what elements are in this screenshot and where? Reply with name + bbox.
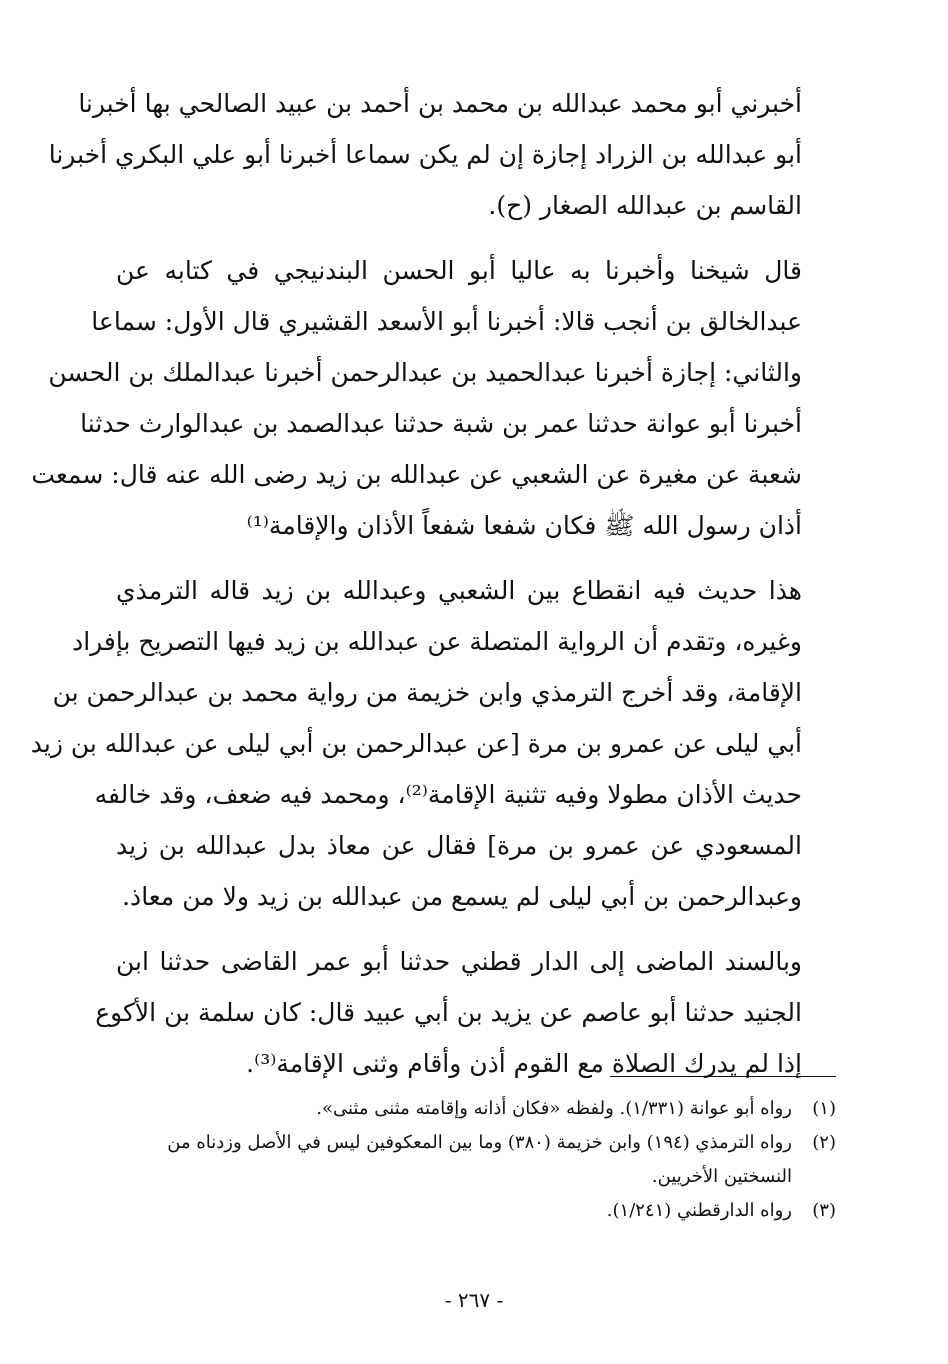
footnote-divider [610,1076,836,1077]
paragraph-2 [31,245,838,551]
footnote-text: رواه الترمذي (١٩٤) وابن خزيمة (٣٨٠) وما بين المعكوفين ليس في الأصل وزدناه من النسختين الأخريين. [167,1132,792,1187]
footnote-1 [112,1092,836,1126]
footnote-2 [112,1126,836,1194]
text-line: أبو عبدالله بن الزراد إجازة إن لم يكن سماعا أخبرنا أبو علي البكري أخبرنا [48,140,802,169]
text-line: حديث الأذان مطولا وفيه تثنية الإقامة⁽²⁾، ومحمد فيه ضعف، وقد خالفه [94,780,802,809]
footnote-text: رواه الدارقطني (١/٢٤١). [606,1200,792,1221]
footnote-3 [112,1194,836,1228]
paragraph-1 [48,78,838,231]
text-line: عبدالخالق بن أنجب قالا: أخبرنا أبو الأسعد القشيري قال الأول: سماعا [91,307,802,336]
text-line: أبي ليلى عن عمرو بن مرة [عن عبدالرحمن بن أبي ليلى عن عبدالله بن زيد [30,729,802,758]
text-line: وبالسند الماضى إلى الدار قطني حدثنا أبو عمر القاضى حدثنا ابن [116,947,802,976]
paragraph-3 [30,565,838,922]
page-number: - ٢٦٧ - [444,1288,504,1312]
text-line: أخبرنا أبو عوانة حدثنا عمر بن شبة حدثنا عبدالصمد بن عبدالوارث حدثنا [80,409,802,438]
footnotes [112,1092,836,1228]
text-line: إذا لم يدرك الصلاة مع القوم أذن وأقام وثنى الإقامة⁽³⁾. [246,1049,802,1078]
text-line: أذان رسول الله ﷺ فكان شفعا شفعاً الأذان والإقامة⁽¹⁾ [246,511,802,540]
text-line: الجنيد حدثنا أبو عاصم عن يزيد بن أبي عبيد قال: كان سلمة بن الأكوع [95,998,802,1027]
text-line: هذا حديث فيه انقطاع بين الشعبي وعبدالله بن زيد قاله الترمذي [116,576,802,605]
text-line: وعبدالرحمن بن أبي ليلى لم يسمع من عبدالله بن زيد ولا من معاذ. [122,882,802,911]
footnote-number: (٢) [812,1132,836,1153]
paragraph-4 [95,936,838,1089]
main-text [30,78,838,1103]
text-line: قال شيخنا وأخبرنا به عاليا أبو الحسن البندنيجي في كتابه عن [116,256,802,285]
footnote-text: رواه أبو عوانة (١/٣٣١). ولفظه «فكان أذانه وإقامته مثنى مثنى». [316,1098,792,1119]
text-line: المسعودي عن عمرو بن مرة] فقال عن معاذ بدل عبدالله بن زيد [116,831,802,860]
text-line: والثاني: إجازة أخبرنا عبدالحميد بن عبدالرحمن أخبرنا عبدالملك بن الحسن [48,358,802,387]
text-line: القاسم بن عبدالله الصغار (ح). [488,191,802,220]
footnote-number: (١) [812,1098,836,1119]
text-line: وغيره، وتقدم أن الرواية المتصلة عن عبدالله بن زيد فيها التصريح بإفراد [72,627,802,656]
text-line: شعبة عن مغيرة عن الشعبي عن عبدالله بن زيد رضى الله عنه قال: سمعت [31,460,802,489]
text-line: أخبرني أبو محمد عبدالله بن محمد بن أحمد بن عبيد الصالحي بها أخبرنا [78,89,802,118]
text-line: الإقامة، وقد أخرج الترمذي وابن خزيمة من رواية محمد بن عبدالرحمن بن [52,678,802,707]
footnote-number: (٣) [812,1200,836,1221]
